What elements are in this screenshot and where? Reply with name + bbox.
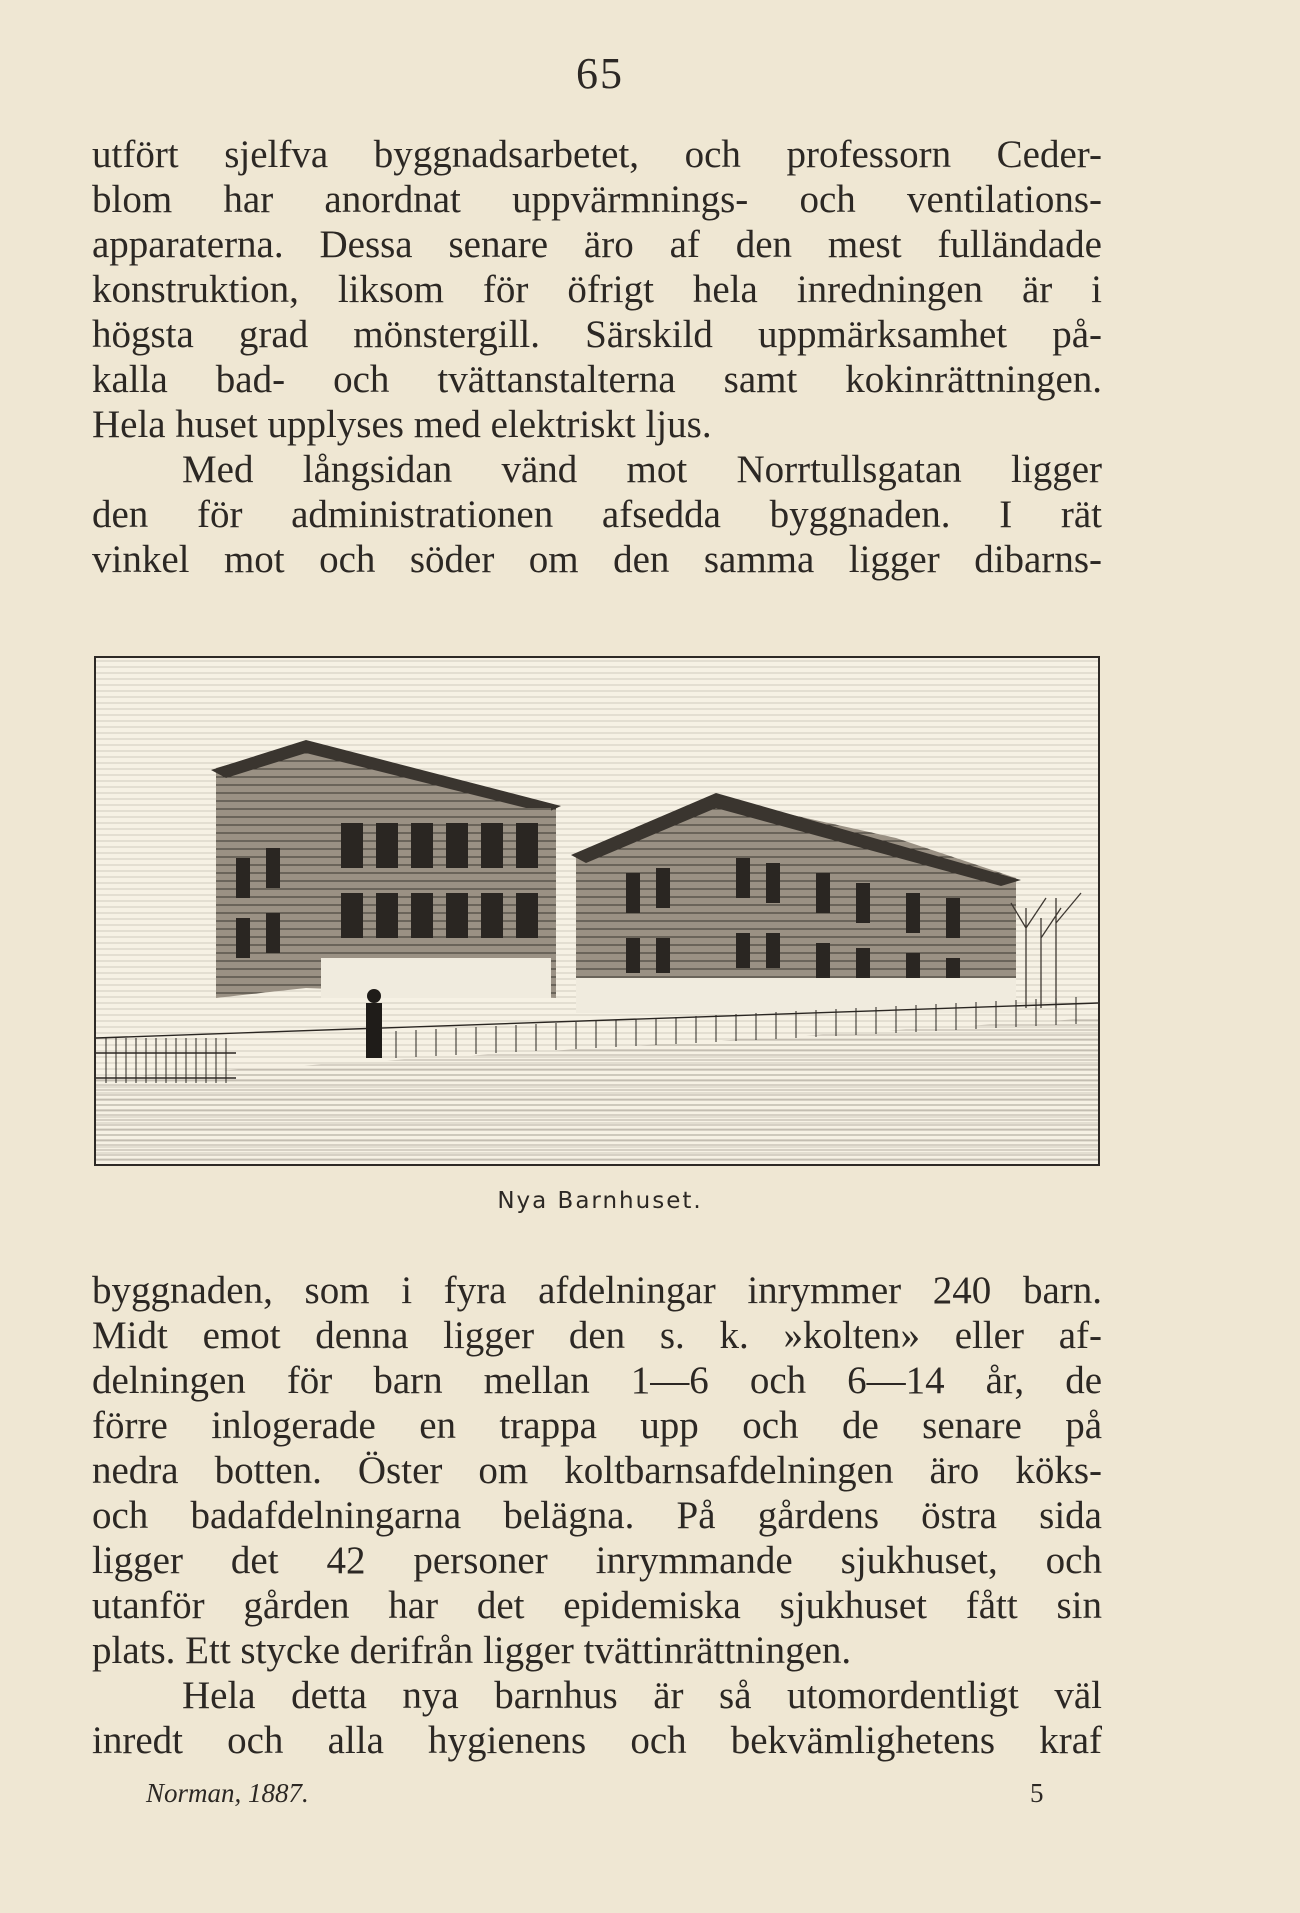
footer-signature: Norman, 1887. (146, 1778, 309, 1808)
footer-sheet-number: 5 (1030, 1778, 1044, 1808)
building-engraving (94, 656, 1100, 1166)
text-line: vinkel mot och söder om den samma ligger dibarns- (92, 538, 1102, 581)
text-line: plats. Ett stycke derifrån ligger tvättinrättningen. (92, 1629, 852, 1672)
page-number: 65 (576, 49, 624, 98)
paragraph-bottom (92, 1268, 1102, 1673)
text-line: konstruktion, liksom för öfrigt hela inredningen är i (92, 268, 1102, 311)
text-line: förre inlogerade en trappa upp och de senare på (92, 1404, 1102, 1447)
text-line: inredt och alla hygienens och bekvämlighetens kraf (92, 1719, 1102, 1762)
text-line: Hela huset upplyses med elektriskt ljus. (92, 403, 712, 446)
text-line: byggnaden, som i fyra afdelningar inrymmer 240 barn. (92, 1269, 1102, 1312)
text-line: nedra botten. Öster om koltbarnsafdelningen äro köks- (92, 1449, 1102, 1492)
text-line: högsta grad mönstergill. Särskild uppmärksamhet på- (92, 313, 1102, 356)
text-line: ligger det 42 personer inrymmande sjukhuset, och (92, 1539, 1102, 1582)
figure-caption: Nya Barnhuset. (497, 1188, 703, 1214)
text-line: utfört sjelfva byggnadsarbetet, och professorn Ceder- (92, 133, 1102, 176)
text-line: Midt emot denna ligger den s. k. »kolten» eller af- (92, 1314, 1102, 1357)
text-line: Hela detta nya barnhus är så utomordentligt väl (182, 1674, 1102, 1717)
text-line: delningen för barn mellan 1—6 och 6—14 år, de (92, 1359, 1102, 1402)
paragraph-top (92, 132, 1102, 447)
text-line: blom har anordnat uppvärmnings- och ventilations- (92, 178, 1102, 221)
text-line: utanför gården har det epidemiska sjukhuset fått sin (92, 1584, 1102, 1627)
text-line: den för administrationen afsedda byggnaden. I rät (92, 493, 1102, 536)
text-line: kalla bad- och tvättanstalterna samt kokinrättningen. (92, 358, 1102, 401)
paragraph-second (92, 447, 1102, 582)
text-line: apparaterna. Dessa senare äro af den mest fulländade (92, 223, 1102, 266)
paragraph-last (92, 1673, 1102, 1763)
text-line: och badafdelningarna belägna. På gårdens östra sida (92, 1494, 1102, 1537)
text-line: Med långsidan vänd mot Norrtullsgatan ligger (182, 448, 1102, 491)
